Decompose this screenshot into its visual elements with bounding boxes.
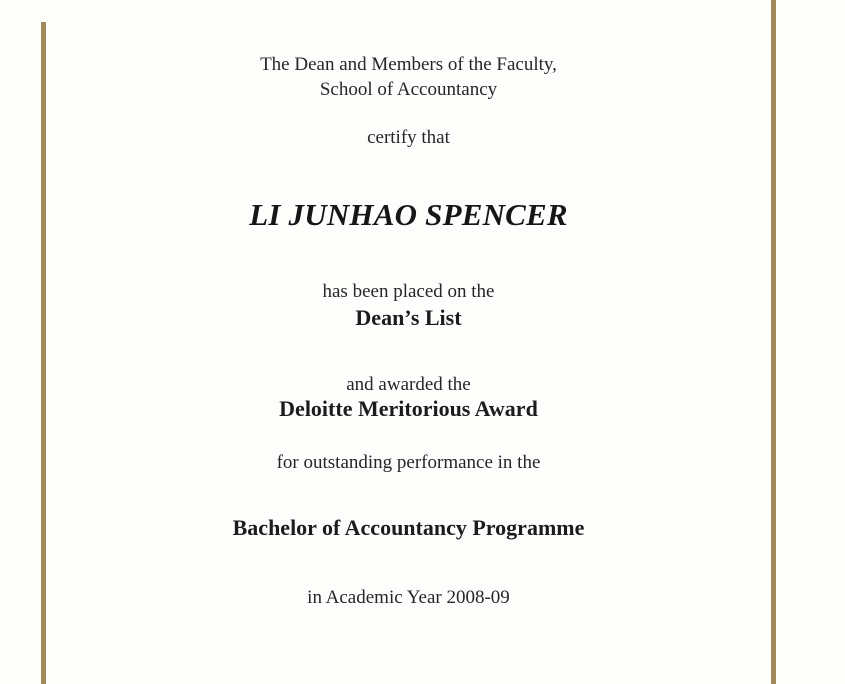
academic-year-text: in Academic Year 2008-09 <box>307 587 510 608</box>
deans-list-title: Dean’s List <box>355 305 462 330</box>
programme-name: Bachelor of Accountancy Programme <box>232 515 585 540</box>
recipient-name: LI JUNHAO SPENCER <box>249 197 568 232</box>
awarded-text: and awarded the <box>346 374 471 395</box>
issuer-line-2: School of Accountancy <box>319 79 498 100</box>
award-name: Deloitte Meritorious Award <box>279 396 538 421</box>
left-gold-border <box>41 22 46 684</box>
issuer-line-1: The Dean and Members of the Faculty, <box>260 54 557 75</box>
right-gold-border <box>771 0 776 684</box>
certify-text: certify that <box>367 127 450 148</box>
performance-text: for outstanding performance in the <box>276 452 541 473</box>
placed-text: has been placed on the <box>322 281 495 302</box>
